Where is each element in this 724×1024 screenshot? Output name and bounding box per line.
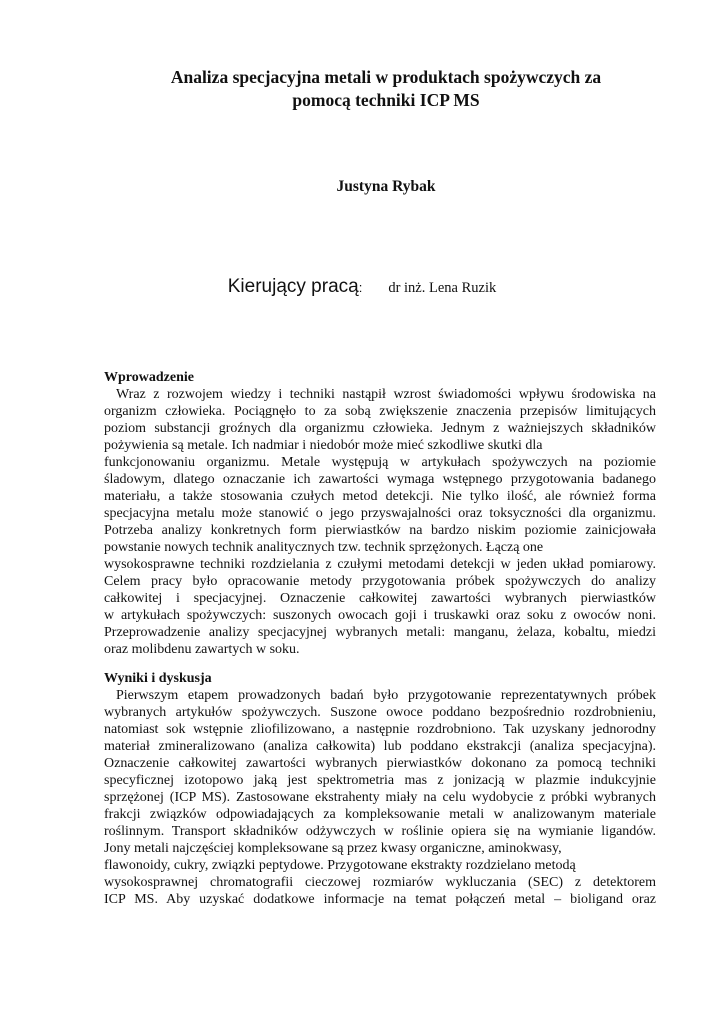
paragraph-line: flawonoidy, cukry, związki peptydowe. Przygotowane ekstrakty rozdzielano metodą (104, 858, 576, 873)
paragraph-line: Jony metali najczęściej kompleksowane są przez kwasy organiczne, aminokwasy, (104, 841, 562, 856)
paragraph-line: sprzężonej (ICP MS). Zastosowane ekstrahenty miały na celu wydobycie z próbki wybranych (104, 790, 656, 805)
paragraph-line: powstanie nowych technik analitycznych tzw. technik sprzężonych. Łączą one (104, 540, 544, 555)
paragraph-line: roślinnym. Transport składników odżywczych w roślinie opiera się na wymianie ligandów. (104, 824, 656, 839)
results-paragraph (104, 687, 656, 908)
paragraph-line: poziom substancji groźnych dla organizmu człowieka. Jednym z ważniejszych składników (104, 421, 656, 436)
paragraph-line: funkcjonowaniu organizmu. Metale występują w artykułach spożywczych na poziomie (104, 455, 656, 470)
paragraph-line: Pierwszym etapem prowadzonych badań było przygotowanie reprezentatywnych próbek (116, 688, 656, 703)
title-line-2: pomocą techniki ICP MS (292, 90, 480, 110)
paragraph-line: wysokosprawne techniki rozdzielania z czułymi metodami detekcji w jeden układ pomiarowy. (104, 557, 656, 572)
title-line-1: Analiza specjacyjna metali w produktach spożywczych za (170, 67, 602, 87)
intro-paragraph (104, 386, 656, 658)
paragraph-line: wybranych artykułów spożywczych. Suszone owoce poddano bezpośrednio rozdrobnieniu, (104, 705, 656, 720)
supervisor-name: dr inż. Lena Ruzik (388, 280, 497, 296)
paragraph-line: śladowym, dlatego oznaczanie ich zawartości wymaga wstępnego przygotowania badanego (104, 472, 656, 487)
section-heading-intro: Wprowadzenie (104, 370, 194, 385)
paragraph-line: w artykułach spożywczych: suszonych owocach goji i truskawki oraz soku z owoców noni. (104, 608, 656, 623)
intro-section (104, 369, 656, 658)
paragraph-line: specjacyjna metalu może stanowić o jego przyswajalności oraz toksyczności dla organizmu. (104, 506, 656, 521)
paragraph-line: materiał zmineralizowano (analiza całkowita) lub poddano ekstrakcji (analiza specjacyjna). (104, 739, 656, 754)
paragraph-line: ICP MS. Aby uzyskać dodatkowe informacje na temat połączeń metal – bioligand oraz (104, 892, 656, 907)
author-name: Justyna Rybak (336, 178, 436, 195)
paragraph-line: całkowitej i specjacyjnej. Oznaczenie całkowitej zawartości wybranych pierwiastków (104, 591, 656, 606)
paragraph-line: wysokosprawnej chromatografii cieczowej rozmiarów wykluczania (SEC) z detektorem (104, 875, 656, 890)
paragraph-line: Celem pracy było opracowanie metody przygotowania próbek spożywczych do analizy (104, 574, 656, 589)
paragraph-line: pożywienia są metale. Ich nadmiar i niedobór może mieć szkodliwe skutki dla (104, 438, 543, 453)
paper-title (100, 66, 672, 112)
paragraph-line: natomiast sok wstępnie zliofilizowano, a następnie rozdrobniono. Tak uzyskany jednorodny (104, 722, 656, 737)
section-heading-results: Wyniki i dyskusja (104, 671, 212, 686)
paragraph-line: Potrzeba analizy konkretnych form pierwiastków na bardzo niskim poziomie zainicjowała (104, 523, 656, 538)
paragraph-line: frakcji związków odpowiadających za kompleksowanie metali w analizowanym materiale (104, 807, 656, 822)
paragraph-line: oraz molibdenu zawartych w soku. (104, 642, 300, 657)
supervisor-colon: : (358, 280, 363, 295)
paragraph-line: Wraz z rozwojem wiedzy i techniki nastąpił wzrost świadomości wpływu środowiska na (116, 387, 656, 402)
supervisor-line (0, 276, 724, 298)
paragraph-line: organizm człowieka. Pociągnęło to za sobą zwiększenie znaczenia przepisów limitujących (104, 404, 656, 419)
results-section (104, 670, 656, 908)
paragraph-line: Przeprowadzenie analizy specjacyjnej wybranych metali: manganu, żelaza, kobaltu, miedzi (104, 625, 656, 640)
paragraph-line: materiału, a także stosowania czułych metod detekcji. Nie tylko ilość, ale również forma (104, 489, 656, 504)
paragraph-line: Oznaczenie całkowitej zawartości wybranych pierwiastków dokonano za pomocą techniki (104, 756, 656, 771)
paragraph-line: specyficznej izotopowo jaką jest spektrometria mas z jonizacją w plazmie indukcyjnie (104, 773, 656, 788)
supervisor-label: Kierujący pracą (227, 276, 359, 297)
